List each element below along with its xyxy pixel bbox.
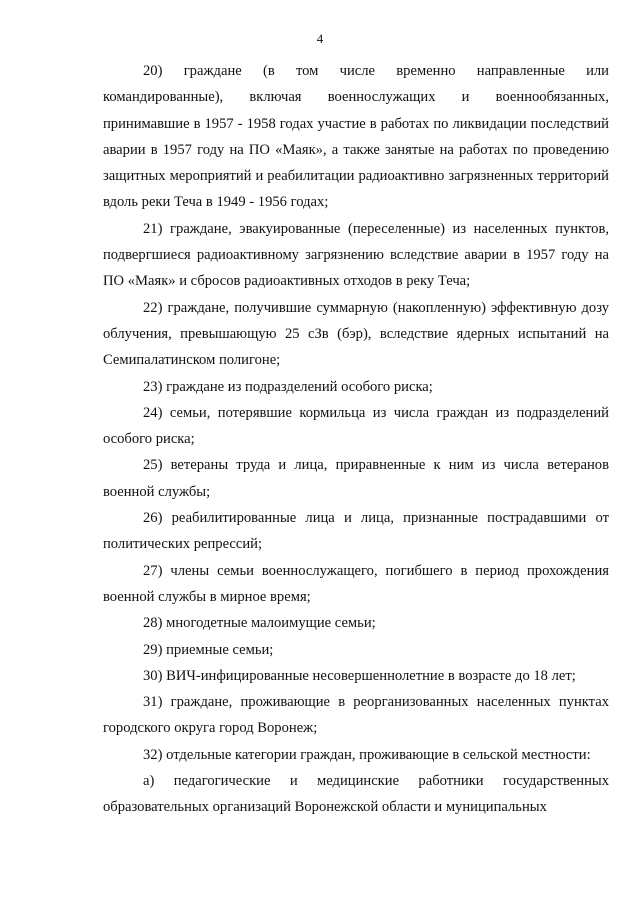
document-body: [103, 58, 609, 821]
paragraph-25: 25) ветераны труда и лица, приравненные к ним из числа ветеранов военной службы;: [103, 457, 609, 500]
paragraph-23: 23) граждане из подразделений особого риска;: [143, 378, 433, 395]
paragraph-29: 29) приемные семьи;: [143, 641, 274, 658]
paragraph-20: 20) граждане (в том числе временно направленные или командированные), включая военнослужащих и военнообязанных, принимавшие в 1957 - 1958 годах участие в работах по ликвидации последствий аварии в 1957 году на ПО «Маяк», а также занятые на работах по проведению защитных мероприятий и реабилитации радиоактивно загрязненных территорий вдоль реки Теча в 1949 - 1956 годах;: [103, 63, 609, 211]
paragraph-30: 30) ВИЧ-инфицированные несовершеннолетние в возрасте до 18 лет;: [143, 667, 576, 684]
paragraph-31: 31) граждане, проживающие в реорганизованных населенных пунктах городского округа город Воронеж;: [103, 694, 609, 737]
paragraph-21: 21) граждане, эвакуированные (переселенные) из населенных пунктов, подвергшиеся радиоактивному загрязнению вследствие аварии в 1957 году на ПО «Маяк» и сбросов радиоактивных отходов в реку Теча;: [103, 220, 609, 290]
paragraph-24: 24) семьи, потерявшие кормильца из числа граждан из подразделений особого риска;: [103, 404, 609, 448]
paragraph-26: 26) реабилитированные лица и лица, признанные пострадавшими от политических репрессий;: [103, 510, 609, 553]
page-number: 4: [316, 31, 324, 46]
paragraph-28: 28) многодетные малоимущие семьи;: [143, 615, 376, 632]
paragraph-27: 27) члены семьи военнослужащего, погибшего в период прохождения военной службы в мирное время;: [103, 562, 609, 605]
paragraph-32: 32) отдельные категории граждан, проживающие в сельской местности:: [143, 746, 591, 763]
paragraph-22: 22) граждане, получившие суммарную (накопленную) эффективную дозу облучения, превышающую 25 сЗв (бэр), вследствие ядерных испытаний на Семипалатинском полигоне;: [103, 299, 609, 369]
paragraph-32-a: а) педагогические и медицинские работники государственных образовательных организаций Воронежской области и муниципальных: [103, 773, 609, 816]
